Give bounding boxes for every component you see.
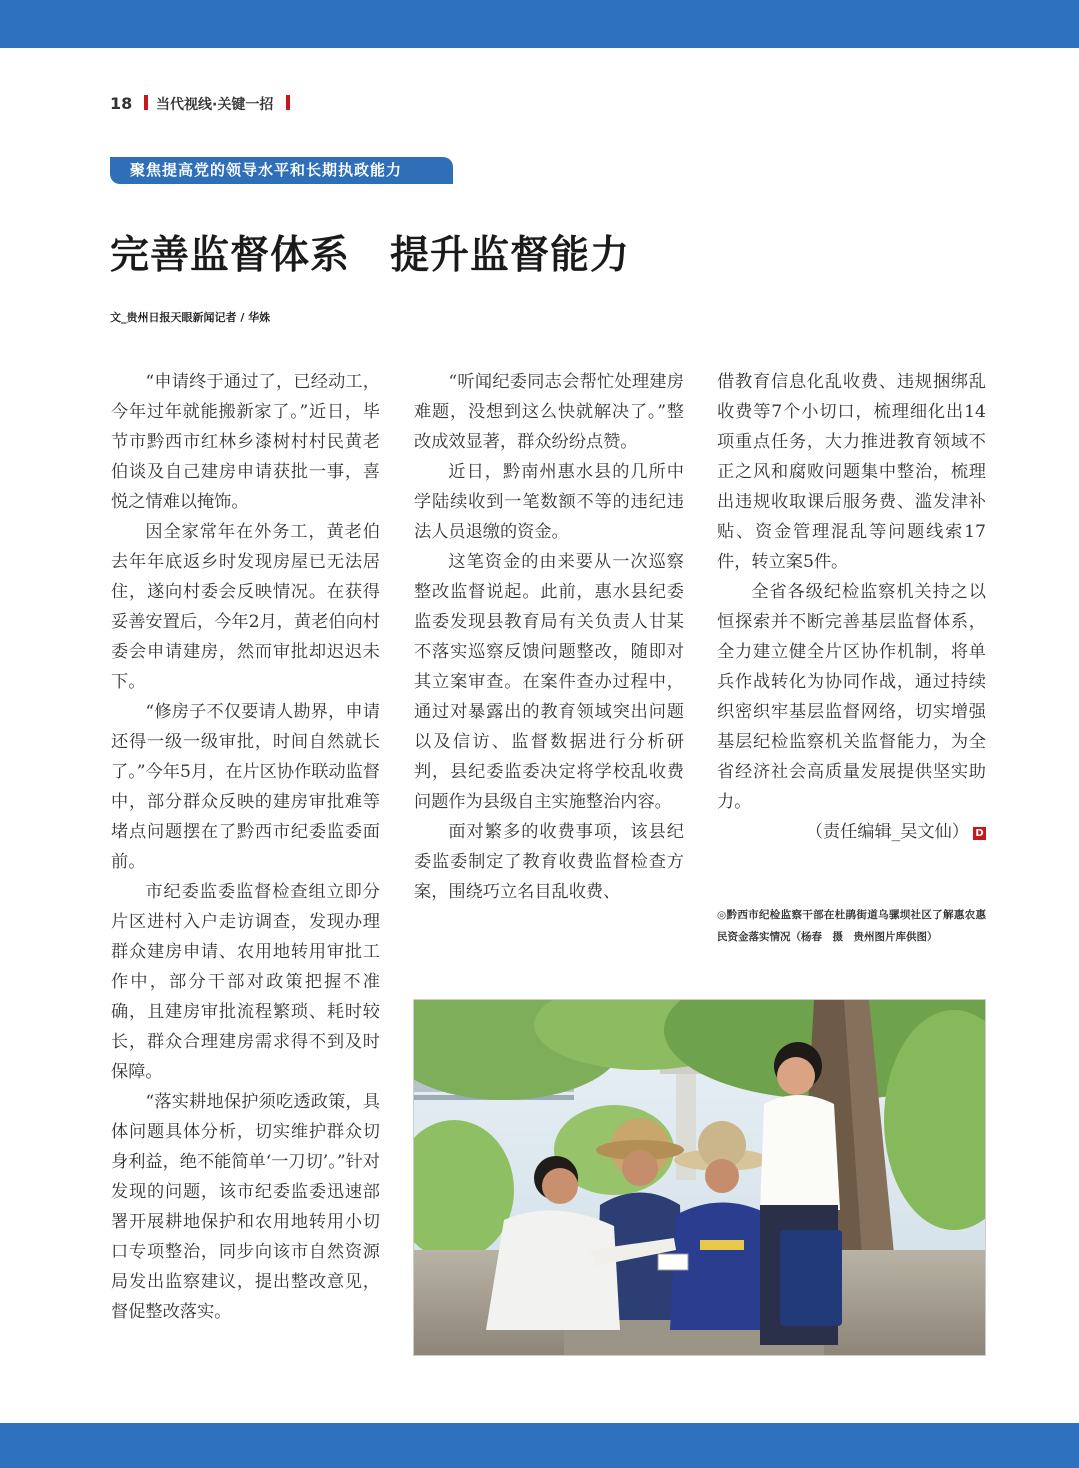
red-separator bbox=[286, 95, 290, 110]
article-column-2 bbox=[414, 367, 684, 907]
article-photo bbox=[413, 999, 986, 1356]
article-headline: 完善监督体系 提升监督能力 bbox=[110, 233, 631, 278]
article-column-1 bbox=[111, 367, 380, 1327]
paragraph: 这笔资金的由来要从一次巡察整改监督说起。此前，惠水县纪委监委发现县教育局有关负责人甘某不落实巡察反馈问题整改，随即对其立案审查。在案件查办过程中，通过对暴露出的教育领域突出问题以及信访、监督数据进行分析研判，县纪委监委决定将学校乱收费问题作为县级自主实施整治内容。 bbox=[414, 552, 684, 812]
paragraph: 借教育信息化乱收费、违规捆绑乱收费等7个小切口，梳理细化出14项重点任务，大力推进教育领域不正之风和腐败问题集中整治，梳理出违规收取课后服务费、滥发津补贴、资金管理混乱等问题线索17件，转立案5件。 bbox=[717, 372, 986, 572]
top-color-band bbox=[0, 0, 1079, 48]
paragraph: “落实耕地保护须吃透政策，具体问题具体分析，切实维护群众切身利益，绝不能简单‘一刀切’。”针对发现的问题，该市纪委监委迅速部署开展耕地保护和农用地转用小切口专项整治，同步向该市自然资源局发出监察建议，提出整改意见，督促整改落实。 bbox=[111, 1092, 380, 1322]
paragraph: 全省各级纪检监察机关持之以恒探索并不断完善基层监督体系，全力建立健全片区协作机制，将单兵作战转化为协同作战，通过持续织密织牢基层监督网络，切实增强基层纪检监察机关监督能力，为全省经济社会高质量发展提供坚实助力。 bbox=[717, 582, 986, 812]
topic-banner: 聚焦提高党的领导水平和长期执政能力 bbox=[110, 157, 453, 184]
paragraph: 近日，黔南州惠水县的几所中学陆续收到一笔数额不等的违纪违法人员退缴的资金。 bbox=[414, 462, 684, 542]
editor-name: （责任编辑_吴文仙） bbox=[805, 822, 969, 842]
red-separator bbox=[144, 95, 148, 110]
paragraph: 因全家常年在外务工，黄老伯去年年底返乡时发现房屋已无法居住，遂向村委会反映情况。在获得妥善安置后，今年2月，黄老伯向村委会申请建房，然而审批却迟迟未下。 bbox=[111, 522, 380, 692]
column-name: 当代视线·关键一招 bbox=[156, 97, 274, 113]
paragraph: “修房子不仅要请人勘界，申请还得一级一级审批，时间自然就长了。”今年5月，在片区协作联动监督中，部分群众反映的建房审批难等堵点问题摆在了黔西市纪委监委面前。 bbox=[111, 702, 380, 872]
paragraph: 市纪委监委监督检查组立即分片区进村入户走访调查，发现办理群众建房申请、农用地转用审批工作中，部分干部对政策把握不准确，且建房审批流程繁琐、耗时较长，群众合理建房需求得不到及时保障。 bbox=[111, 882, 380, 1082]
bottom-color-band bbox=[0, 1423, 1079, 1468]
editor-credit bbox=[717, 817, 986, 847]
byline: 文_贵州日报天眼新闻记者 / 华姝 bbox=[110, 311, 271, 324]
paragraph: “申请终于通过了，已经动工，今年过年就能搬新家了。”近日，毕节市黔西市红林乡漆树村村民黄老伯谈及自己建房申请获批一事，喜悦之情难以掩饰。 bbox=[111, 372, 380, 512]
article-column-3 bbox=[717, 367, 986, 847]
page-number: 18 bbox=[110, 94, 133, 113]
photo-caption: ◎黔西市纪检监察干部在杜鹃街道乌骡坝社区了解惠农惠民资金落实情况（杨春 摄 贵州图片库供图） bbox=[717, 909, 986, 943]
paragraph: 面对繁多的收费事项，该县纪委监委制定了教育收费监督检查方案，围绕巧立名目乱收费、 bbox=[414, 822, 684, 902]
end-mark-icon: D bbox=[973, 827, 986, 840]
paragraph: “听闻纪委同志会帮忙处理建房难题，没想到这么快就解决了。”整改成效显著，群众纷纷点赞。 bbox=[414, 372, 684, 452]
